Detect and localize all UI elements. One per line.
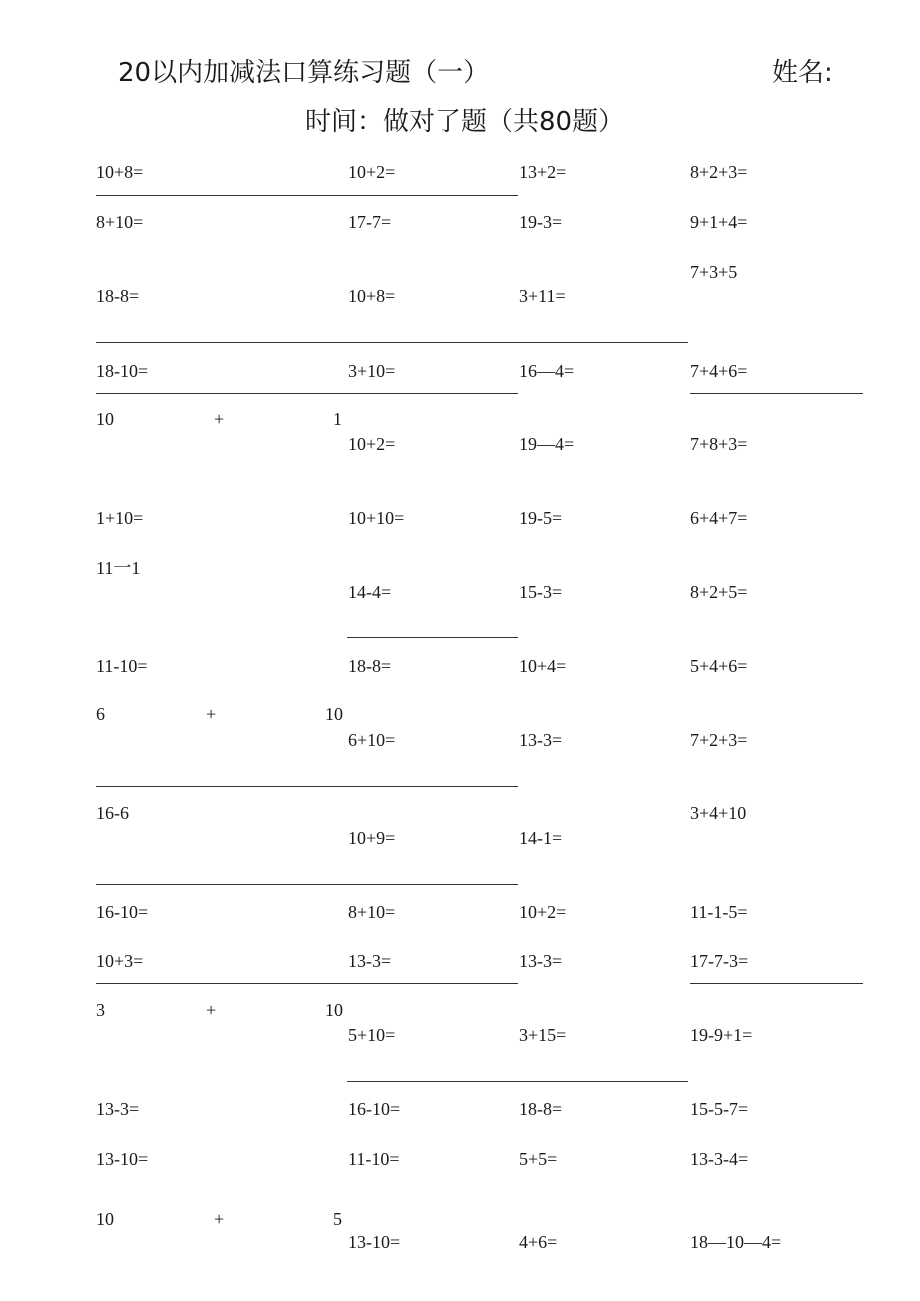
split-operand-a: 6	[96, 704, 105, 724]
problem: 14-1=	[519, 828, 563, 848]
problem: 17-7-3=	[690, 951, 749, 971]
problem: 13-10=	[96, 1149, 149, 1169]
answer-line	[347, 1081, 688, 1082]
problem: 18-8=	[96, 286, 140, 306]
problem: 1+10=	[96, 508, 144, 528]
problem: 13-3=	[519, 730, 563, 750]
problem: 7+8+3=	[690, 434, 748, 454]
split-operand-b: 10	[325, 704, 343, 724]
problem: 13-3=	[348, 951, 392, 971]
problem: 13-3-4=	[690, 1149, 749, 1169]
split-operator: +	[206, 704, 217, 724]
split-operand-b: 5	[333, 1209, 342, 1229]
problem: 11-10=	[96, 656, 148, 676]
split-operand-a: 3	[96, 1000, 105, 1020]
problem: 3+4+10	[690, 803, 747, 823]
problem: 15-5-7=	[690, 1099, 749, 1119]
problem: 18—10—4=	[690, 1232, 782, 1252]
problem: 16-10=	[348, 1099, 401, 1119]
problem: 6+10=	[348, 730, 396, 750]
problem: 8+10=	[348, 902, 396, 922]
problem: 19-5=	[519, 508, 563, 528]
problem: 13+2=	[519, 162, 567, 182]
problem: 5+10=	[348, 1025, 396, 1045]
problem: 8+10=	[96, 212, 144, 232]
split-operand-b: 10	[325, 1000, 343, 1020]
problem: 10+2=	[519, 902, 567, 922]
problem: 10+3=	[96, 951, 144, 971]
problem: 11一1	[96, 558, 141, 578]
problem: 13-10=	[348, 1232, 401, 1252]
split-operand-b: 1	[333, 409, 342, 429]
answer-line	[96, 393, 518, 394]
page-subtitle: 时间：做对了题（共80题）	[305, 107, 625, 137]
problem: 18-8=	[348, 656, 392, 676]
problem: 3+15=	[519, 1025, 567, 1045]
problem: 17-7=	[348, 212, 392, 232]
problem: 15-3=	[519, 582, 563, 602]
problem: 11-1-5=	[690, 902, 748, 922]
problem: 5+4+6=	[690, 656, 748, 676]
problem: 10+10=	[348, 508, 405, 528]
problem: 13-3=	[96, 1099, 140, 1119]
split-operand-a: 10	[96, 409, 114, 429]
page-title: 20以内加减法口算练习题（一）	[118, 58, 490, 88]
split-operand-a: 10	[96, 1209, 114, 1229]
problem: 19—4=	[519, 434, 575, 454]
problem: 16—4=	[519, 361, 575, 381]
problem: 8+2+3=	[690, 162, 748, 182]
split-operator: +	[214, 409, 225, 429]
problem: 9+1+4=	[690, 212, 748, 232]
problem: 7+3+5	[690, 262, 738, 282]
name-label: 姓名:	[772, 58, 833, 88]
problem: 16-10=	[96, 902, 149, 922]
problem: 16-6	[96, 803, 129, 823]
problem: 11-10=	[348, 1149, 400, 1169]
problem: 10+4=	[519, 656, 567, 676]
problem: 18-8=	[519, 1099, 563, 1119]
problem: 8+2+5=	[690, 582, 748, 602]
problem: 10+2=	[348, 434, 396, 454]
problem: 7+2+3=	[690, 730, 748, 750]
problem: 4+6=	[519, 1232, 558, 1252]
problem: 3+10=	[348, 361, 396, 381]
problem: 10+8=	[348, 286, 396, 306]
problem: 5+5=	[519, 1149, 558, 1169]
problem: 3+11=	[519, 286, 566, 306]
answer-line	[96, 342, 688, 343]
problem: 19-3=	[519, 212, 563, 232]
problem: 10+2=	[348, 162, 396, 182]
answer-line	[96, 884, 518, 885]
problem: 7+4+6=	[690, 361, 748, 381]
split-operator: +	[206, 1000, 217, 1020]
problem: 14-4=	[348, 582, 392, 602]
answer-line	[347, 637, 518, 638]
answer-line	[690, 983, 863, 984]
answer-line	[96, 195, 518, 196]
problem: 13-3=	[519, 951, 563, 971]
problem: 10+9=	[348, 828, 396, 848]
problem: 18-10=	[96, 361, 149, 381]
problem: 10+8=	[96, 162, 144, 182]
problem: 6+4+7=	[690, 508, 748, 528]
answer-line	[690, 393, 863, 394]
problem: 19-9+1=	[690, 1025, 753, 1045]
answer-line	[96, 786, 518, 787]
answer-line	[96, 983, 518, 984]
split-operator: +	[214, 1209, 225, 1229]
